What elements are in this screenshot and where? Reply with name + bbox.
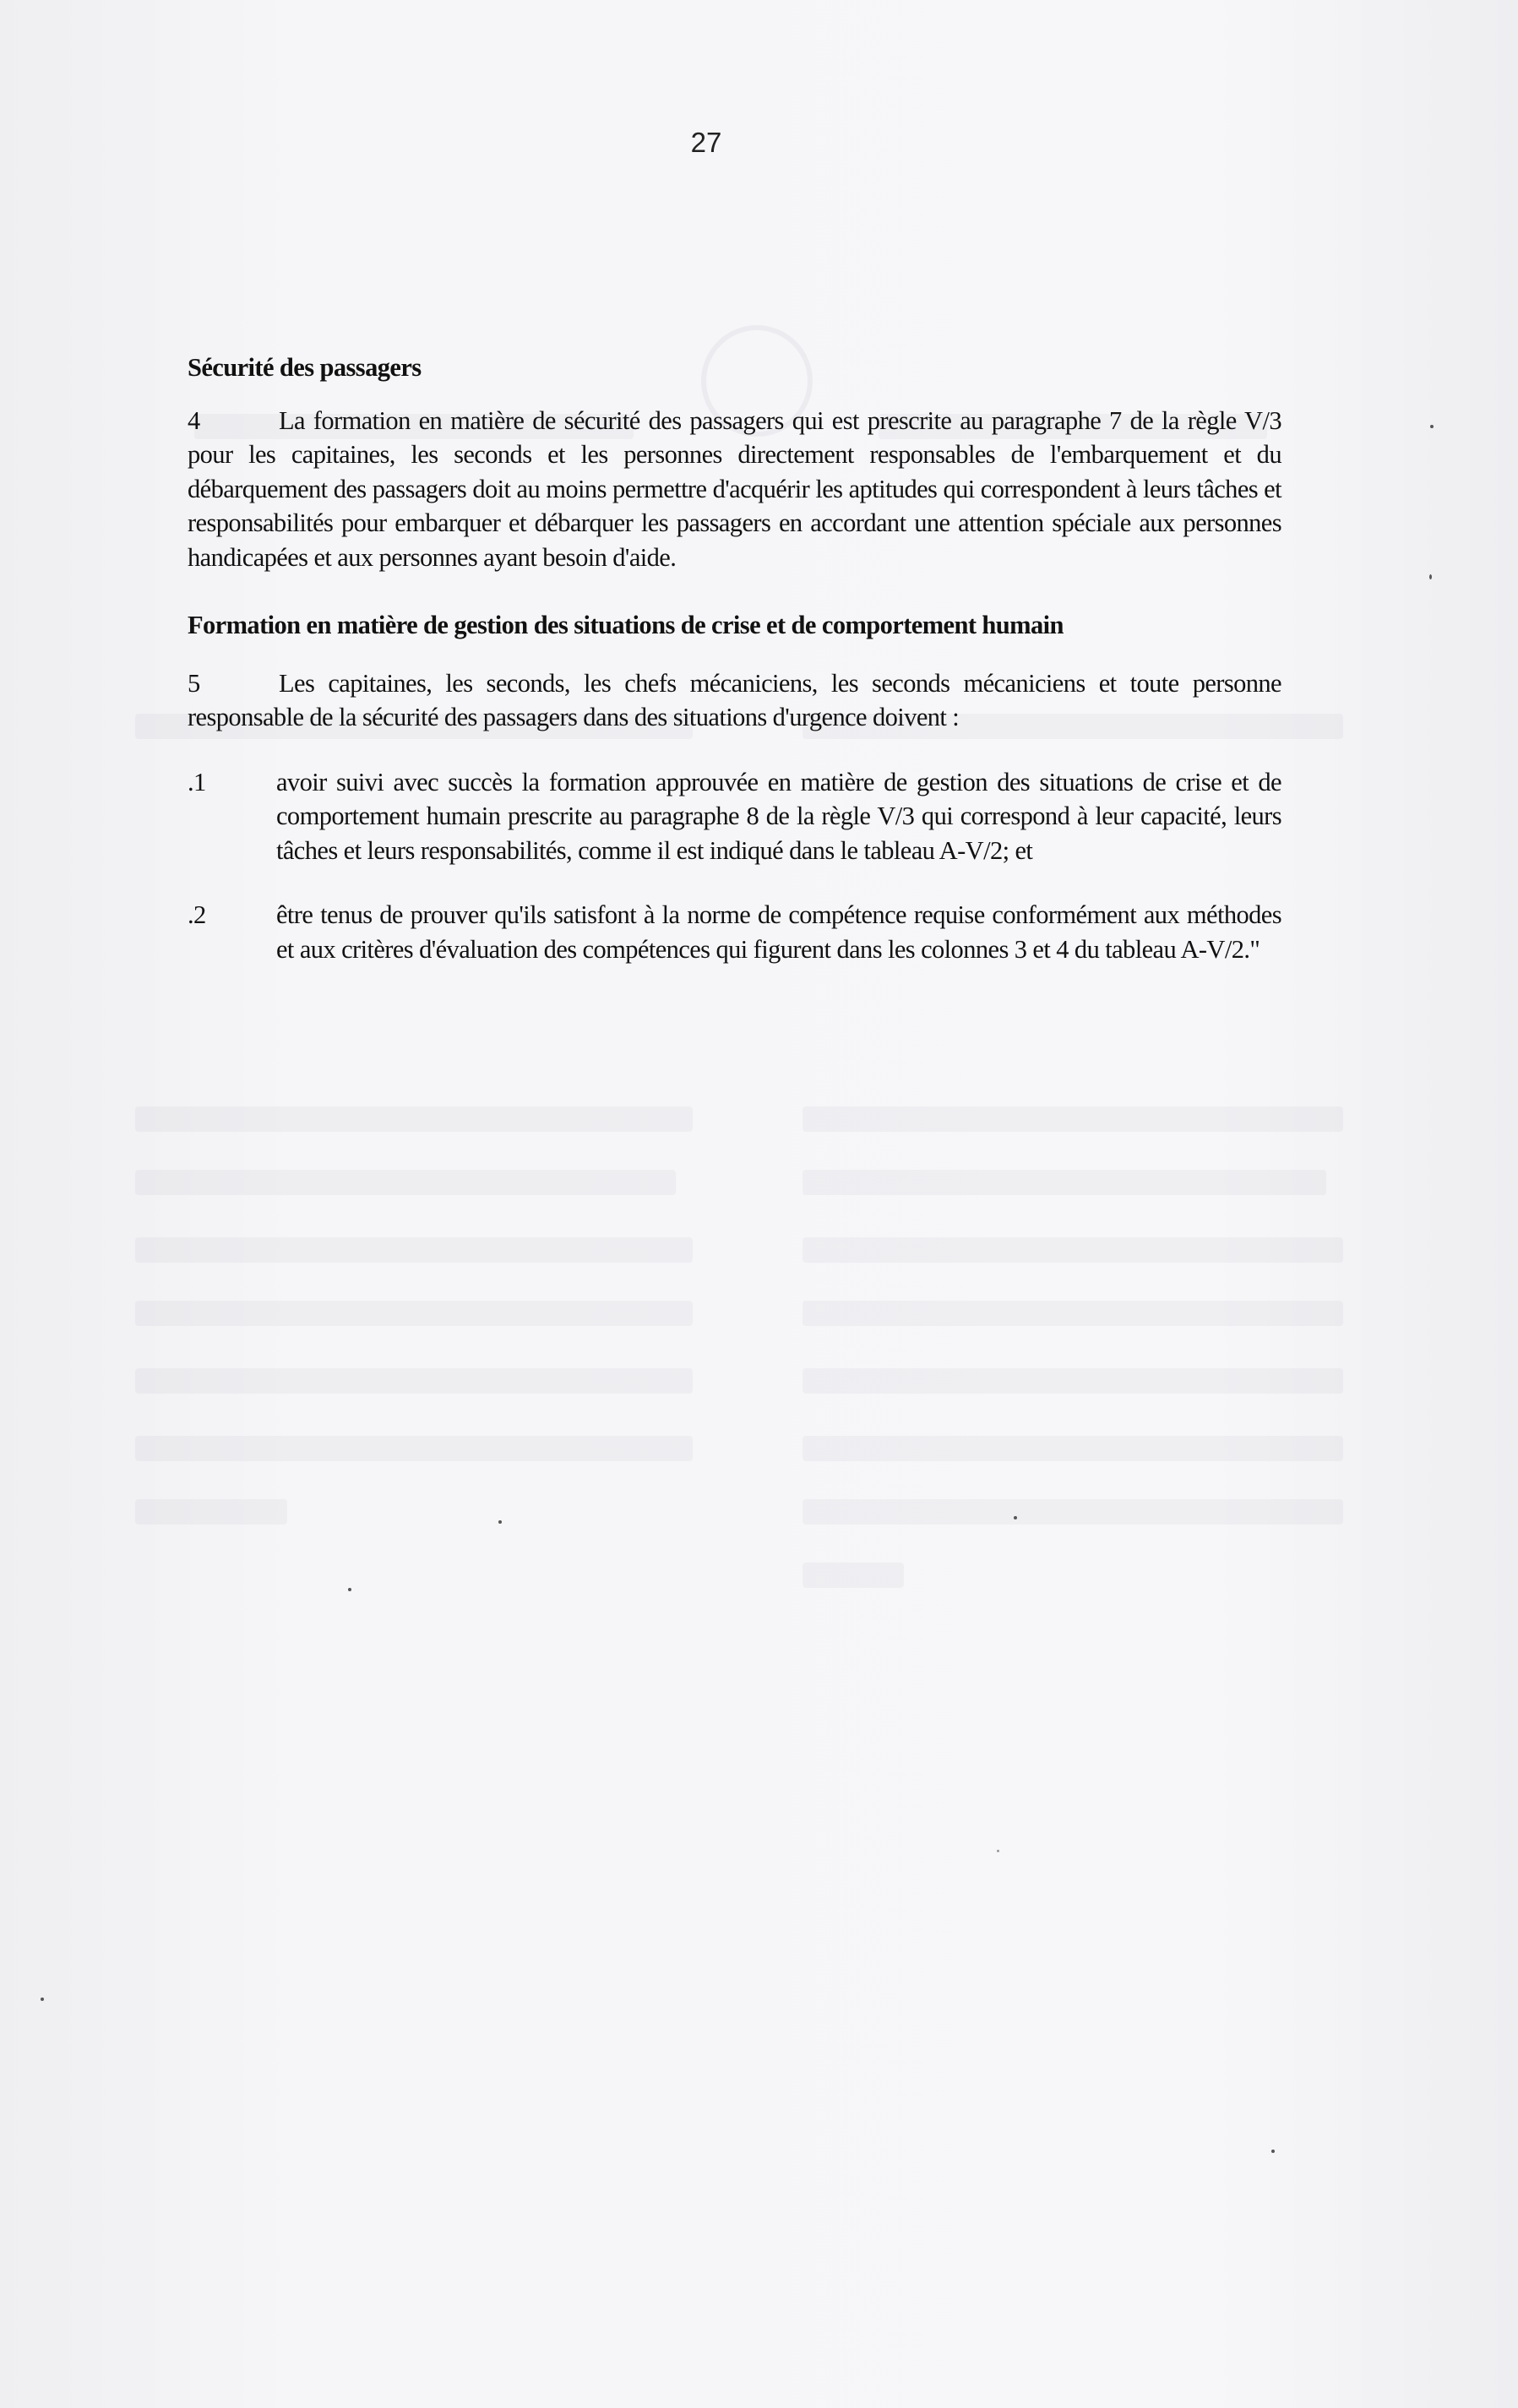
show-through-line [803,1170,1326,1195]
scan-speck [1430,425,1434,428]
list-item-number: .2 [188,900,206,929]
scan-speck [348,1588,351,1591]
paragraph-text: Les capitaines, les seconds, les chefs mécaniciens, les seconds mécaniciens et toute personne responsable de la sécurité des passagers dans des situations d'urgence doivent : [188,668,1281,731]
scan-speck [1271,2150,1275,2153]
paragraph-text: La formation en matière de sécurité des passagers qui est prescrite au paragraphe 7 de la règle V/3 pour les capitaines, les seconds et les personnes directement responsables de l'embarquement et du débarquement des passagers doit au moins permettre d'acquérir les aptitudes qui correspondent à leurs tâches et responsabilités pour embarquer et débarquer les passagers en accordant une attention spéciale aux personnes handicapées et aux personnes ayant besoin d'aide. [188,405,1281,572]
show-through-line [135,1368,693,1394]
show-through-line [803,1106,1343,1132]
paragraph-number: 5 [188,668,200,698]
scan-speck [1014,1516,1017,1519]
scan-speck [41,1998,44,2001]
page-number: 27 [690,127,722,158]
show-through-line [135,1436,693,1461]
show-through-line [803,1301,1343,1326]
section-heading: Sécurité des passagers [188,353,422,382]
show-through-line [135,1170,676,1195]
paragraph [188,666,1281,735]
scan-speck [498,1520,502,1524]
scan-speck [997,1850,999,1852]
list-item-text: être tenus de prouver qu'ils satisfont à la norme de compétence requise conformément aux méthodes et aux critères d'évaluation des compétences qui figurent dans les colonnes 3 et 4 du tableau A-V/2." [276,900,1281,964]
show-through-line [803,1436,1343,1461]
show-through-line [803,1237,1343,1263]
show-through-line [803,1563,904,1588]
show-through-line [803,1368,1343,1394]
show-through-line [135,1301,693,1326]
list-item [188,765,1281,868]
section-heading: Formation en matière de gestion des situations de crise et de comportement humain [188,611,1064,639]
paragraph [188,404,1281,575]
paragraph-number: 4 [188,405,200,435]
show-through-line [135,1237,693,1263]
list-item-text: avoir suivi avec succès la formation approuvée en matière de gestion des situations de crise et de comportement humain prescrite au paragraphe 8 de la règle V/3 qui correspond à leur capacité, leurs tâches et leurs responsabilités, comme il est indiqué dans le tableau A-V/2; et [276,767,1281,865]
show-through-line [803,1499,1343,1525]
show-through-line [135,1106,693,1132]
list-item-number: .1 [188,767,206,796]
scan-speck [1429,574,1432,579]
document-body [188,351,1281,966]
list-item [188,898,1281,966]
show-through-line [135,1499,287,1525]
